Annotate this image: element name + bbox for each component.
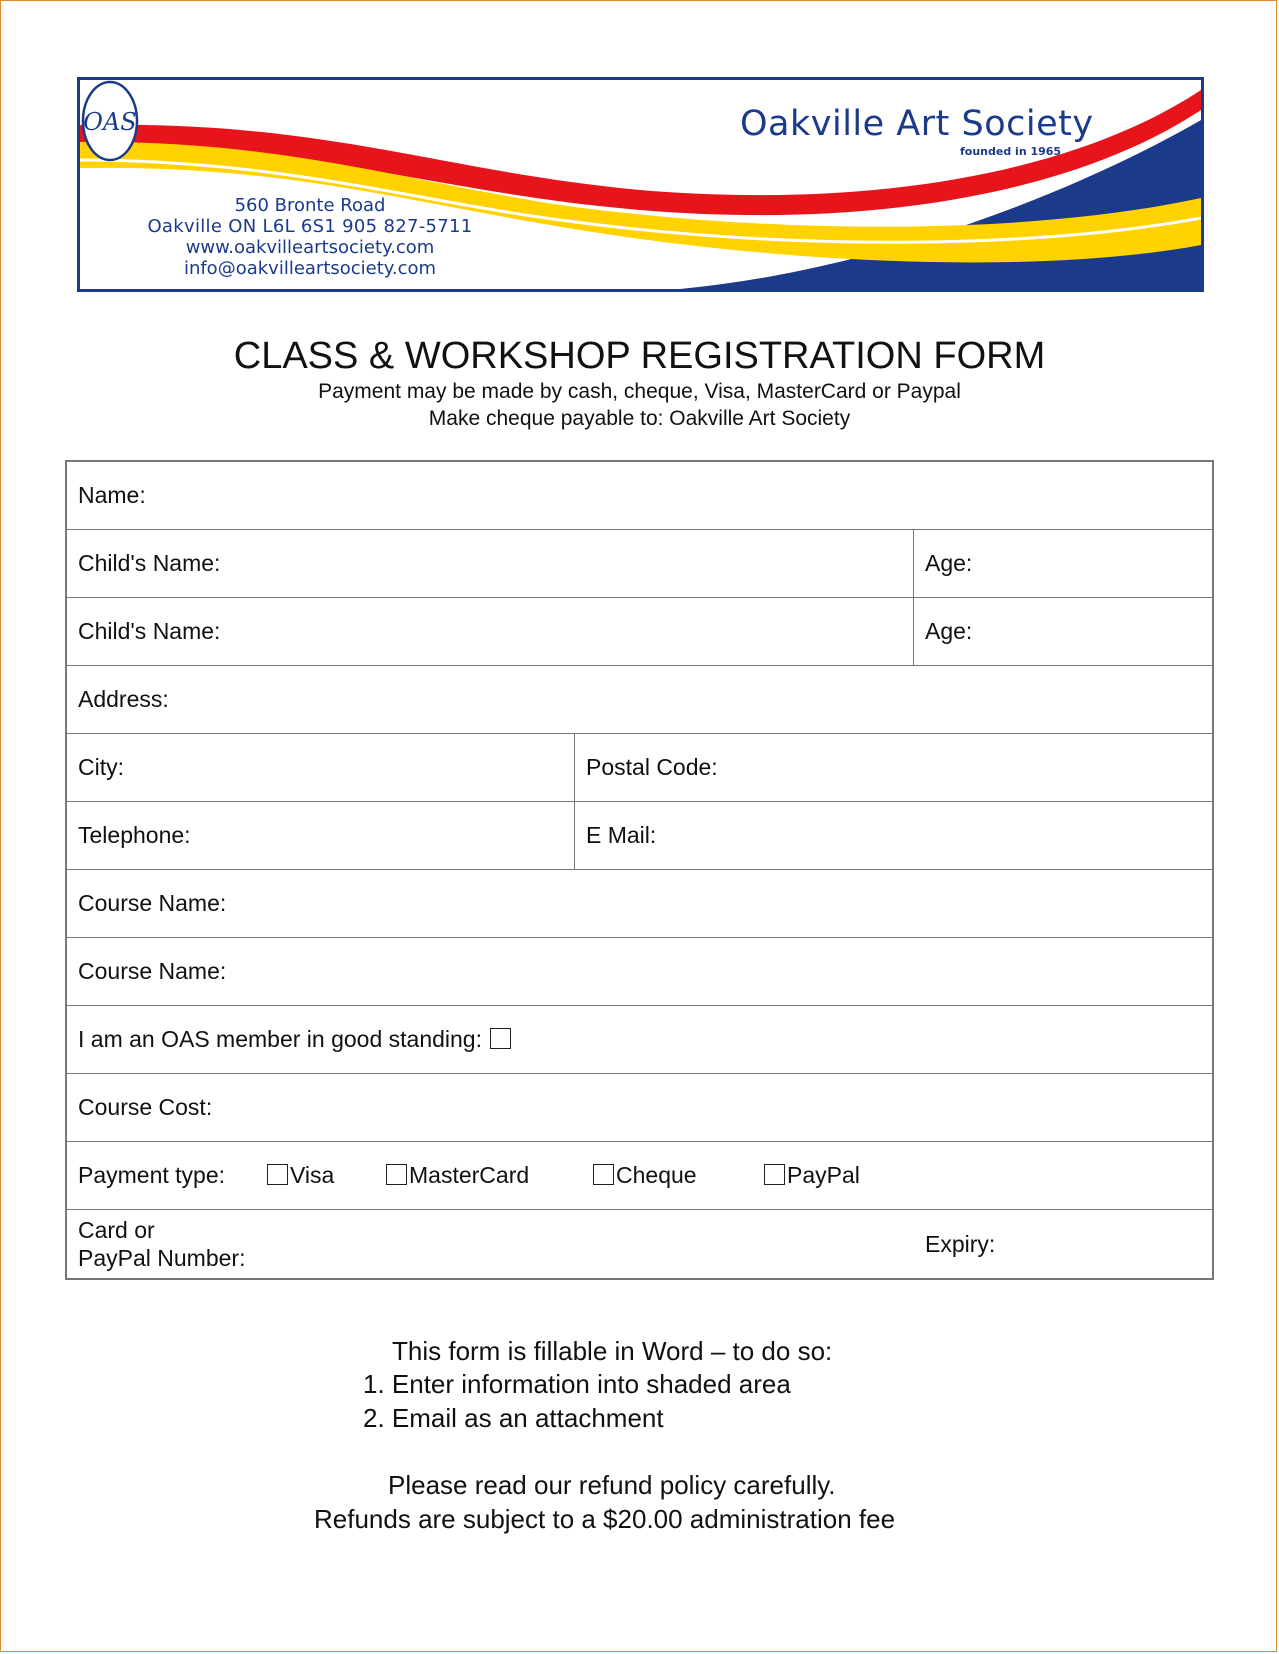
mastercard-label: MasterCard [409,1162,530,1188]
course-cost-label: Course Cost: [78,1094,213,1120]
card-number-label [78,1216,245,1272]
founded-text: founded in 1965 [960,145,1062,158]
logo-monogram: OAS [83,108,137,136]
fillable-intro: This form is fillable in Word – to do so: [392,1336,833,1366]
oas-logo-icon [80,80,140,162]
email-link[interactable]: info@oakvilleartsociety.com [183,258,437,279]
expiry-field[interactable] [914,1210,1212,1278]
payment-type-cell [67,1142,1212,1209]
child1-age-label: Age: [925,550,973,576]
course2-name-label: Course Name: [78,958,227,984]
city-field[interactable] [67,734,575,801]
payment-option-mastercard[interactable] [386,1142,529,1209]
course2-row [67,938,1212,1006]
child2-row [67,598,1212,666]
mastercard-checkbox[interactable] [386,1164,407,1185]
contact-row [67,802,1212,870]
society-name: Oakville Art Society [740,104,1094,144]
course2-name-field[interactable] [67,938,1212,1005]
society-banner [77,77,1204,292]
visa-checkbox[interactable] [267,1164,288,1185]
card-label-line-2: PayPal Number: [78,1245,246,1271]
member-checkbox[interactable] [490,1028,511,1049]
course-cost-field[interactable] [67,1074,1212,1141]
course1-name-label: Course Name: [78,890,227,916]
payment-option-visa[interactable] [267,1142,334,1209]
payment-note: Payment may be made by cash, cheque, Visa, MasterCard or Paypal [318,380,961,403]
postal-code-label: Postal Code: [586,754,718,780]
child2-name-field[interactable] [67,598,914,665]
member-label: I am an OAS member in good standing: [78,1026,482,1052]
cheque-checkbox[interactable] [593,1164,614,1185]
address-row [67,666,1212,734]
name-field[interactable] [67,462,1212,529]
name-label: Name: [78,482,146,508]
address-line-1: 560 Bronte Road [234,195,386,216]
city-label: City: [78,754,124,780]
member-row [67,1006,1212,1074]
cheque-note: Make cheque payable to: Oakville Art Society [428,407,851,430]
cost-row [67,1074,1212,1142]
instruction-step-2: 2. Email as an attachment [363,1403,664,1433]
card-label-line-1: Card or [78,1217,155,1243]
cheque-label: Cheque [616,1162,697,1188]
instruction-step-1: 1. Enter information into shaded area [363,1369,791,1399]
course1-row [67,870,1212,938]
payment-type-label: Payment type: [78,1162,226,1188]
refund-notice-1: Please read our refund policy carefully. [388,1470,836,1500]
paypal-checkbox[interactable] [764,1164,785,1185]
payment-option-cheque[interactable] [593,1142,697,1209]
paypal-label: PayPal [787,1162,860,1188]
city-row [67,734,1212,802]
child2-name-label: Child's Name: [78,618,221,644]
payment-type-row [67,1142,1212,1210]
child2-age-label: Age: [925,618,973,644]
email-field[interactable] [575,802,1212,869]
visa-label: Visa [290,1162,335,1188]
child2-age-field[interactable] [914,598,1212,665]
child1-age-field[interactable] [914,530,1212,597]
telephone-field[interactable] [67,802,575,869]
telephone-label: Telephone: [78,822,191,848]
card-number-field[interactable] [67,1210,914,1278]
address-line-2: Oakville ON L6L 6S1 905 827-5711 [147,216,473,237]
payment-option-paypal[interactable] [764,1142,860,1209]
child1-name-label: Child's Name: [78,550,221,576]
name-row [67,462,1212,530]
card-row [67,1210,1212,1278]
contact-block [110,195,510,279]
course1-name-field[interactable] [67,870,1212,937]
form-title: CLASS & WORKSHOP REGISTRATION FORM [233,335,1046,377]
child1-name-field[interactable] [67,530,914,597]
address-field[interactable] [67,666,1212,733]
registration-form [65,460,1214,1280]
website-link[interactable]: www.oakvilleartsociety.com [185,237,435,258]
member-cell [67,1006,1212,1073]
email-label: E Mail: [586,822,657,848]
child1-row [67,530,1212,598]
postal-code-field[interactable] [575,734,1212,801]
address-label: Address: [78,686,169,712]
refund-notice-2: Refunds are subject to a $20.00 administration fee [314,1504,896,1534]
expiry-label: Expiry: [925,1230,996,1257]
